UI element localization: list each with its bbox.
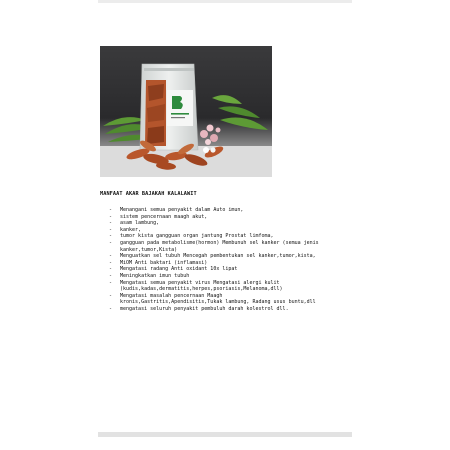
list-bullet: - xyxy=(109,220,113,227)
benefit-item xyxy=(100,293,352,306)
benefit-item xyxy=(100,260,352,267)
list-bullet: - xyxy=(109,207,113,213)
benefit-item xyxy=(100,273,352,280)
list-bullet: - xyxy=(109,266,113,273)
benefit-text: MiOM Anti baktari (inflamasi) xyxy=(120,259,208,266)
benefit-text: Meningkatkan imun tubuh xyxy=(120,272,190,279)
document-title: MANFAAT AKAR BAJAKAH KALALAWIT xyxy=(100,191,197,197)
benefit-text: tumor kista gangguan organ jantung Prostat limfoma, xyxy=(120,233,274,240)
benefit-item xyxy=(100,214,352,221)
list-bullet: - xyxy=(109,279,113,286)
benefit-item xyxy=(100,266,352,273)
benefit-text: asam lambung, xyxy=(120,220,160,227)
list-bullet: - xyxy=(109,239,113,246)
page-top-edge xyxy=(98,0,352,3)
benefit-text: sistem pencernaan maagh akut, xyxy=(120,213,208,220)
list-bullet: - xyxy=(109,272,113,279)
product-photo-illustration xyxy=(100,46,272,177)
benefit-item xyxy=(100,306,352,313)
document-body xyxy=(100,191,352,313)
list-bullet: - xyxy=(109,259,113,266)
benefit-item xyxy=(100,280,352,293)
benefit-text: Menguatkan sel tubuh Mencegah pembentukan sel kanker,tumor,kista, xyxy=(120,253,316,260)
benefit-list xyxy=(100,207,352,313)
benefit-text: kanker, xyxy=(120,226,142,233)
product-photo xyxy=(100,46,272,177)
list-bullet: - xyxy=(109,226,113,233)
list-bullet: - xyxy=(109,233,113,240)
benefit-item xyxy=(100,253,352,260)
benefit-item xyxy=(100,207,352,214)
list-bullet: - xyxy=(109,292,113,299)
benefit-text: Menangani semua penyakit dalam Auto imun, xyxy=(120,207,244,213)
benefit-text: Mengatasi radang Anti oxidant 10x lipat xyxy=(120,266,238,273)
list-bullet: - xyxy=(109,213,113,220)
benefit-text: gangguan pada metabolisme(hormon) Membunuh sel kanker (semua jenis kanker,tumor,Kista) xyxy=(120,239,319,253)
list-bullet: - xyxy=(109,305,113,312)
list-bullet: - xyxy=(109,253,113,260)
benefit-text: Mengatasi masalah pencernaan Maagh kronis,Gastritis,Apendisitis,Tukak lambung, Radang usus buntu,dll xyxy=(120,292,316,306)
benefit-text: Mengatasi semua penyakit virus Mengatasi alergi kulit (kudis,kadas,dermatitis,herpes,psoriasis,Melanoma,dll) xyxy=(120,279,283,293)
page-bottom-edge xyxy=(98,432,352,437)
benefit-text: mengatasi seluruh penyakit pembuluh darah kolestrol dll. xyxy=(120,305,289,312)
benefit-item xyxy=(100,233,352,240)
benefit-item xyxy=(100,220,352,227)
benefit-item xyxy=(100,227,352,234)
benefit-item xyxy=(100,240,352,253)
